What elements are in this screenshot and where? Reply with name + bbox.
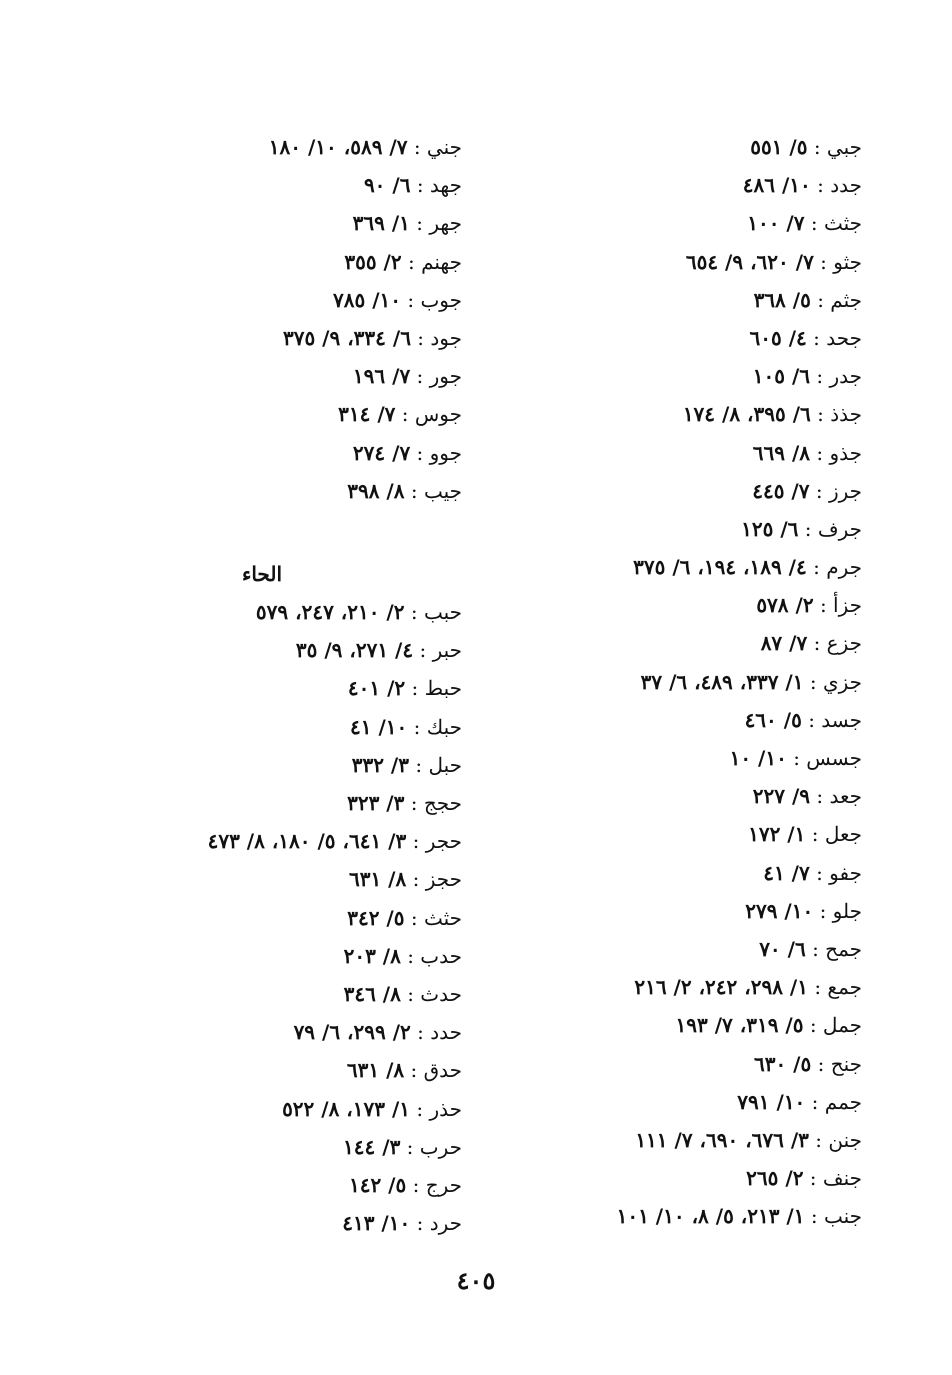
index-entry	[42, 1051, 462, 1089]
index-entry	[442, 281, 862, 319]
index-entry	[442, 166, 862, 204]
index-entry	[42, 1090, 462, 1128]
entry-references: ٦/ ١٢٥	[741, 516, 799, 541]
entry-root: جبي :	[813, 135, 862, 159]
index-entry	[42, 975, 462, 1013]
entry-references: ٧/ ٣١٤	[338, 402, 396, 427]
entry-root: جثو :	[820, 249, 862, 274]
entry-root: جعل :	[811, 822, 862, 847]
index-entry	[442, 663, 862, 701]
entry-references: ١٠/ ٢٧٩	[745, 898, 814, 923]
entry-references: ٥/ ٣٤٢	[347, 905, 405, 930]
entry-references: ٤/ ٦٠٥	[749, 325, 807, 350]
entry-root: جمم :	[811, 1089, 862, 1114]
index-entry	[442, 1006, 862, 1044]
index-entry	[42, 1128, 462, 1166]
index-entry	[42, 1013, 462, 1051]
entry-root: جوو :	[416, 440, 462, 465]
index-entry	[442, 243, 862, 281]
entry-root: حجج :	[410, 791, 462, 815]
entry-references: ٢/ ٢١٠، ٢٤٧، ٥٧٩	[255, 600, 405, 625]
entry-root: جسس :	[793, 746, 862, 770]
page-number: ٤٠٥	[456, 1266, 496, 1295]
index-entry	[442, 739, 862, 777]
entry-root: جسد :	[808, 707, 862, 732]
entry-root: جمح :	[812, 936, 862, 961]
index-entry	[42, 395, 462, 433]
index-entry	[42, 593, 462, 631]
entry-references: ٢/ ٣٥٥	[344, 249, 402, 274]
section-gap	[42, 510, 462, 555]
entry-root: حبر :	[419, 638, 462, 663]
entry-references: ١/ ١٧٣، ٨/ ٥٢٢	[282, 1096, 411, 1121]
index-entry	[442, 510, 862, 548]
index-entry	[442, 204, 862, 242]
index-entry	[442, 586, 862, 624]
entry-references: ٨/ ٦٦٩	[752, 440, 811, 465]
entry-root: جيب :	[410, 478, 462, 503]
entry-references: ٧/ ٤٤٥	[752, 478, 810, 503]
index-entry	[42, 1204, 462, 1242]
index-entry	[42, 708, 462, 746]
entry-references: ٤/ ١٨٩، ١٩٤، ٦/ ٣٧٥	[633, 555, 807, 580]
entry-root: جهد :	[416, 173, 462, 198]
entry-references: ١٠/ ٧٩١	[737, 1089, 806, 1114]
entry-references: ٨/ ٦٣١	[346, 1058, 405, 1083]
entry-root: جنح :	[817, 1051, 862, 1076]
index-entry	[42, 472, 462, 510]
entry-references: ١٠/ ١٠	[729, 746, 787, 770]
entry-root: حدث :	[407, 981, 462, 1006]
entry-root: جهنم :	[407, 249, 462, 274]
entry-references: ١/ ٢٩٨، ٢٤٢، ٢/ ٢١٦	[634, 975, 808, 1000]
index-entry	[442, 357, 862, 395]
entry-root: حبل :	[415, 752, 462, 777]
entry-root: جور :	[416, 364, 462, 389]
index-entry	[442, 815, 862, 853]
entry-root: جود :	[417, 325, 462, 350]
index-entry	[42, 860, 462, 898]
entry-references: ٥/ ٣٦٨	[753, 287, 811, 312]
entry-references: ٣/ ٦٤١، ٥/ ١٨٠، ٨/ ٤٧٣	[207, 829, 407, 854]
entry-references: ١٠/ ٤١٣	[342, 1211, 411, 1236]
entry-root: جثم :	[817, 287, 862, 312]
index-entry	[442, 1083, 862, 1121]
entry-references: ١٠/ ٤٨٦	[742, 173, 811, 198]
entry-references: ٥/ ٣١٩، ٧/ ١٩٣	[675, 1013, 804, 1038]
index-entry	[442, 548, 862, 586]
entry-references: ١٠/ ٧٨٥	[333, 287, 402, 312]
entry-root: حبط :	[411, 676, 462, 701]
entry-references: ٧/ ١٠٠	[747, 211, 805, 236]
entry-references: ٧/ ١٩٦	[352, 364, 411, 389]
entry-references: ٧/ ٢٧٤	[352, 440, 411, 465]
entry-root: جهر :	[416, 211, 462, 236]
entry-references: ١/ ٢١٣، ٥/ ٨، ١٠/ ١٠١	[616, 1204, 805, 1229]
entry-root: جوب :	[407, 287, 462, 312]
entry-references: ٢/ ٥٧٨	[756, 593, 814, 618]
index-entry	[442, 319, 862, 357]
entry-root: جزي :	[809, 669, 862, 694]
entry-root: جزع :	[813, 631, 862, 656]
index-entry	[42, 434, 462, 472]
index-entry	[42, 784, 462, 822]
index-entry	[42, 204, 462, 242]
right-index-column	[442, 128, 862, 1235]
index-entry	[42, 822, 462, 860]
entry-references: ٢/ ٢٩٩، ٦/ ٧٩	[293, 1020, 411, 1045]
index-entry	[442, 1045, 862, 1083]
index-entry	[442, 395, 862, 433]
entry-root: جنب :	[810, 1204, 862, 1229]
index-entry	[42, 1166, 462, 1204]
index-entry	[42, 937, 462, 975]
entry-references: ٨/ ٢٠٣	[343, 943, 401, 968]
entry-root: حرج :	[412, 1172, 462, 1197]
entry-references: ٢/ ٢٦٥	[746, 1166, 804, 1191]
entry-references: ٧/ ٥٨٩، ١٠/ ١٨٠	[268, 135, 408, 159]
index-entry	[442, 854, 862, 892]
entry-root: جدر :	[816, 364, 862, 389]
index-entry	[442, 930, 862, 968]
entry-references: ٦/ ٣٩٥، ٨/ ١٧٤	[682, 402, 811, 427]
entry-root: حرب :	[406, 1134, 462, 1159]
index-entry	[42, 243, 462, 281]
entry-root: حجر :	[412, 829, 462, 854]
entry-root: جمع :	[814, 975, 862, 1000]
section-title-haa: الحاء	[241, 561, 282, 586]
index-entry	[442, 892, 862, 930]
entry-references: ٣/ ١٤٤	[343, 1134, 401, 1159]
entry-references: ١/ ٣٣٧، ٤٨٩، ٦/ ٣٧	[640, 669, 804, 694]
entry-references: ٥/ ١٤٢	[348, 1172, 407, 1197]
entry-references: ١٠/ ٤١	[350, 714, 408, 739]
entry-root: جنف :	[809, 1166, 862, 1191]
entry-root: جرز :	[815, 478, 862, 503]
entry-root: جذو :	[816, 440, 862, 465]
entry-root: حدق :	[410, 1058, 462, 1083]
entry-root: جعد :	[816, 784, 862, 809]
entry-references: ٨/ ٣٩٨	[347, 478, 405, 503]
entry-root: جثث :	[810, 211, 862, 236]
entry-references: ٥/ ٦٣٠	[753, 1051, 812, 1076]
left-index-column	[42, 128, 462, 1242]
index-entry	[442, 434, 862, 472]
entry-root: حدد :	[417, 1020, 462, 1045]
index-entry	[442, 701, 862, 739]
entry-root: جرم :	[813, 555, 862, 580]
entry-references: ٨/ ٦٣١	[348, 867, 407, 892]
left-index-bottom	[42, 593, 462, 1242]
entry-references: ٦/ ٧٠	[759, 936, 806, 961]
entry-root: جدد :	[817, 173, 862, 198]
entry-root: حذر :	[416, 1096, 462, 1121]
entry-references: ٩/ ٢٢٧	[752, 784, 811, 809]
entry-references: ٤/ ٢٧١، ٩/ ٣٥	[295, 638, 414, 663]
entry-references: ٦/ ٣٣٤، ٩/ ٣٧٥	[282, 325, 411, 350]
entry-references: ٥/ ٥٥١	[750, 135, 808, 159]
left-index-top	[42, 128, 462, 510]
index-entry	[42, 128, 462, 166]
index-entry	[42, 746, 462, 784]
entry-root: جفو :	[816, 860, 862, 885]
index-entry	[442, 472, 862, 510]
entry-root: حثث :	[410, 905, 462, 930]
index-entry	[42, 357, 462, 395]
entry-root: حجز :	[412, 867, 462, 892]
entry-references: ٥/ ٤٦٠	[744, 707, 802, 732]
entry-root: جذذ :	[817, 402, 862, 427]
index-entry	[442, 128, 862, 166]
entry-references: ٧/ ٦٢٠، ٩/ ٦٥٤	[685, 249, 814, 274]
entry-references: ٧/ ٨٧	[760, 631, 808, 656]
entry-root: جنن :	[815, 1127, 862, 1152]
entry-references: ٢/ ٤٠١	[347, 676, 406, 701]
entry-root: جوس :	[401, 402, 462, 427]
entry-references: ٧/ ٤١	[763, 860, 810, 885]
entry-references: ٣/ ٣٣٢	[351, 752, 409, 777]
entry-root: جزأ :	[819, 593, 862, 618]
index-entry	[42, 166, 462, 204]
index-entry	[42, 281, 462, 319]
entry-root: حبب :	[410, 600, 462, 625]
index-entry	[442, 777, 862, 815]
entry-root: حبك :	[413, 714, 462, 739]
entry-root: جمل :	[809, 1013, 862, 1038]
index-entry	[442, 1159, 862, 1197]
entry-references: ٣/ ٦٧٦، ٦٩٠، ٧/ ١١١	[635, 1127, 809, 1152]
index-entry	[42, 669, 462, 707]
index-entry	[42, 631, 462, 669]
entry-root: حدب :	[407, 943, 462, 968]
entry-root: حرد :	[416, 1211, 462, 1236]
entry-root: جرف :	[804, 516, 862, 541]
index-entry	[442, 1121, 862, 1159]
entry-references: ٣/ ٣٢٣	[347, 791, 405, 815]
entry-references: ١/ ١٧٢	[748, 822, 806, 847]
entry-root: جلو :	[819, 898, 862, 923]
entry-references: ٦/ ٩٠	[363, 173, 411, 198]
index-entry	[42, 899, 462, 937]
entry-references: ٦/ ١٠٥	[752, 364, 811, 389]
entry-root: جحد :	[813, 325, 862, 350]
index-entry	[42, 319, 462, 357]
entry-root: جني :	[413, 135, 462, 159]
entry-references: ١/ ٣٦٩	[352, 211, 410, 236]
index-entry	[442, 1197, 862, 1235]
entry-references: ٨/ ٣٤٦	[343, 981, 401, 1006]
index-entry	[442, 968, 862, 1006]
index-entry	[442, 624, 862, 662]
